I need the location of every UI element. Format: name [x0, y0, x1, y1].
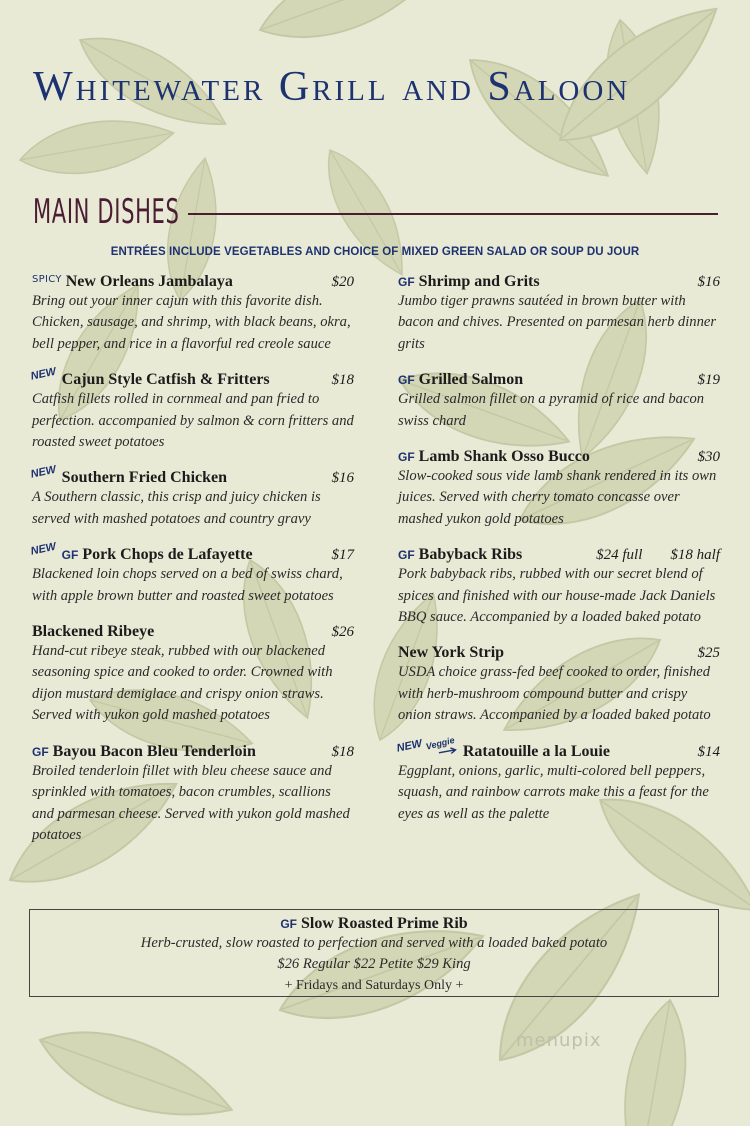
- item-name: Pork Chops de Lafayette: [82, 546, 253, 564]
- item-name: Ratatouille a la Louie: [462, 742, 610, 760]
- feature-description: Herb-crusted, slow roasted to perfection and served with a loaded baked potato: [140, 935, 608, 951]
- item-description: Hand-cut ribeye steak, rubbed with our blackened seasoning spice and cooked to order. Crowned with dijon mustard demiglace and crispy onion straws. Served with yukon gold mashed potatoes: [32, 643, 333, 724]
- item-description: Catfish fillets rolled in cornmeal and pan fried to perfection. accompanied by salmon & corn fritters and roasted sweet potatoes: [32, 391, 354, 451]
- item-price: $16: [697, 274, 720, 290]
- spicy-tag: SPICY: [32, 274, 62, 285]
- menu-item: [398, 366, 720, 432]
- menu-item: [398, 541, 720, 628]
- item-price: $18: [331, 372, 354, 389]
- item-description: USDA choice grass-fed beef cooked to order, finished with herb-mushroom compound butter and crispy onion straws. Accompanied by a loaded baked potato: [398, 664, 711, 724]
- gluten-free-tag: GF: [398, 373, 415, 388]
- item-description: A Southern classic, this crisp and juicy chicken is served with mashed potatoes and country gravy: [32, 489, 321, 527]
- section-title: MAIN DISHES: [33, 192, 180, 232]
- section-subtitle: ENTRÉES INCLUDE VEGETABLES AND CHOICE OF MIXED GREEN SALAD OR SOUP DU JOUR: [110, 246, 640, 258]
- new-tag: NEW: [29, 464, 58, 482]
- item-price: $17: [331, 547, 354, 564]
- menu-item: [29, 365, 354, 453]
- menu-item: [29, 540, 354, 607]
- feature-name: Slow Roasted Prime Rib: [301, 915, 468, 932]
- watermark: menupix: [516, 1030, 602, 1051]
- item-description: Pork babyback ribs, rubbed with our secret blend of spices and finished with our house-made Jack Daniels BBQ sauce. Accompanied by a loaded baked potato: [398, 566, 716, 626]
- gluten-free-tag: GF: [398, 548, 415, 563]
- new-tag: NEW: [29, 540, 58, 558]
- item-name: Bayou Bacon Bleu Tenderloin: [52, 742, 256, 760]
- menu-item: [398, 639, 720, 726]
- item-description: Jumbo tiger prawns sautéed in brown butter with bacon and chives. Presented on parmesan herb dinner grits: [398, 293, 717, 352]
- item-price: $16: [331, 470, 354, 487]
- gluten-free-tag: GF: [32, 744, 49, 759]
- left-column: [29, 268, 354, 857]
- gluten-free-tag: GF: [280, 917, 297, 931]
- item-price: $14: [697, 743, 720, 760]
- item-price: $26: [331, 624, 354, 641]
- section-divider: [188, 213, 718, 215]
- gluten-free-tag: GF: [398, 275, 415, 289]
- item-description: Slow-cooked sous vide lamb shank rendered in its own juices. Served with cherry tomato concasse over mashed yukon gold potatoes: [398, 468, 717, 527]
- item-price: $25: [697, 645, 720, 662]
- veggie-tag: Veggie: [424, 734, 456, 752]
- item-name: Blackened Ribeye: [32, 623, 155, 641]
- menu-item: [398, 443, 720, 530]
- menu-item: [32, 618, 354, 727]
- item-price-full: $24 full: [596, 547, 643, 564]
- item-name: Shrimp and Grits: [418, 273, 540, 290]
- menu-item: [398, 268, 720, 355]
- menu-item: [29, 464, 354, 530]
- item-price: $18: [331, 743, 354, 760]
- gluten-free-tag: GF: [398, 450, 415, 465]
- menu-item: [32, 738, 354, 847]
- item-price: $20: [331, 274, 354, 290]
- new-tag: NEW: [29, 365, 58, 383]
- item-name: New York Strip: [398, 644, 505, 662]
- item-price: $19: [697, 372, 720, 389]
- new-tag: NEW: [395, 737, 424, 755]
- item-price-half: $18 half: [670, 547, 720, 564]
- item-description: Blackened loin chops served on a bed of swiss chard, with apple brown butter and roasted sweet potatoes: [32, 566, 343, 604]
- item-name: Cajun Style Catfish & Fritters: [61, 371, 270, 389]
- feature-prices: $26 Regular $22 Petite $29 King: [277, 956, 471, 973]
- menu-item: [395, 734, 720, 825]
- item-name: Babyback Ribs: [418, 546, 523, 564]
- menu-item: [32, 268, 354, 355]
- item-description: Bring out your inner cajun with this favorite dish. Chicken, sausage, and shrimp, with black beans, okra, bell pepper, and rice in a flavorful red creole sauce: [32, 293, 351, 352]
- feature-note: + Fridays and Saturdays Only +: [284, 977, 464, 993]
- item-description: Broiled tenderloin fillet with bleu cheese sauce and sprinkled with tomatoes, bacon crumbles, scallions and parmesan cheese. Served with yukon gold mashed potatoes: [32, 762, 350, 843]
- right-column: [395, 268, 720, 836]
- gluten-free-tag: GF: [61, 548, 79, 563]
- item-price: $30: [697, 449, 720, 466]
- restaurant-title: Whitewater Grill and Saloon: [33, 64, 631, 110]
- item-description: Grilled salmon fillet on a pyramid of rice and bacon swiss chard: [398, 391, 705, 429]
- item-name: New Orleans Jambalaya: [65, 273, 233, 290]
- prime-rib-feature-box: [29, 909, 719, 997]
- item-name: Lamb Shank Osso Bucco: [418, 448, 590, 466]
- item-description: Eggplant, onions, garlic, multi-colored bell peppers, squash, and rainbow carrots make this a feast for the eyes as well as the palette: [398, 762, 709, 822]
- item-name: Grilled Salmon: [418, 371, 524, 389]
- item-name: Southern Fried Chicken: [61, 469, 228, 487]
